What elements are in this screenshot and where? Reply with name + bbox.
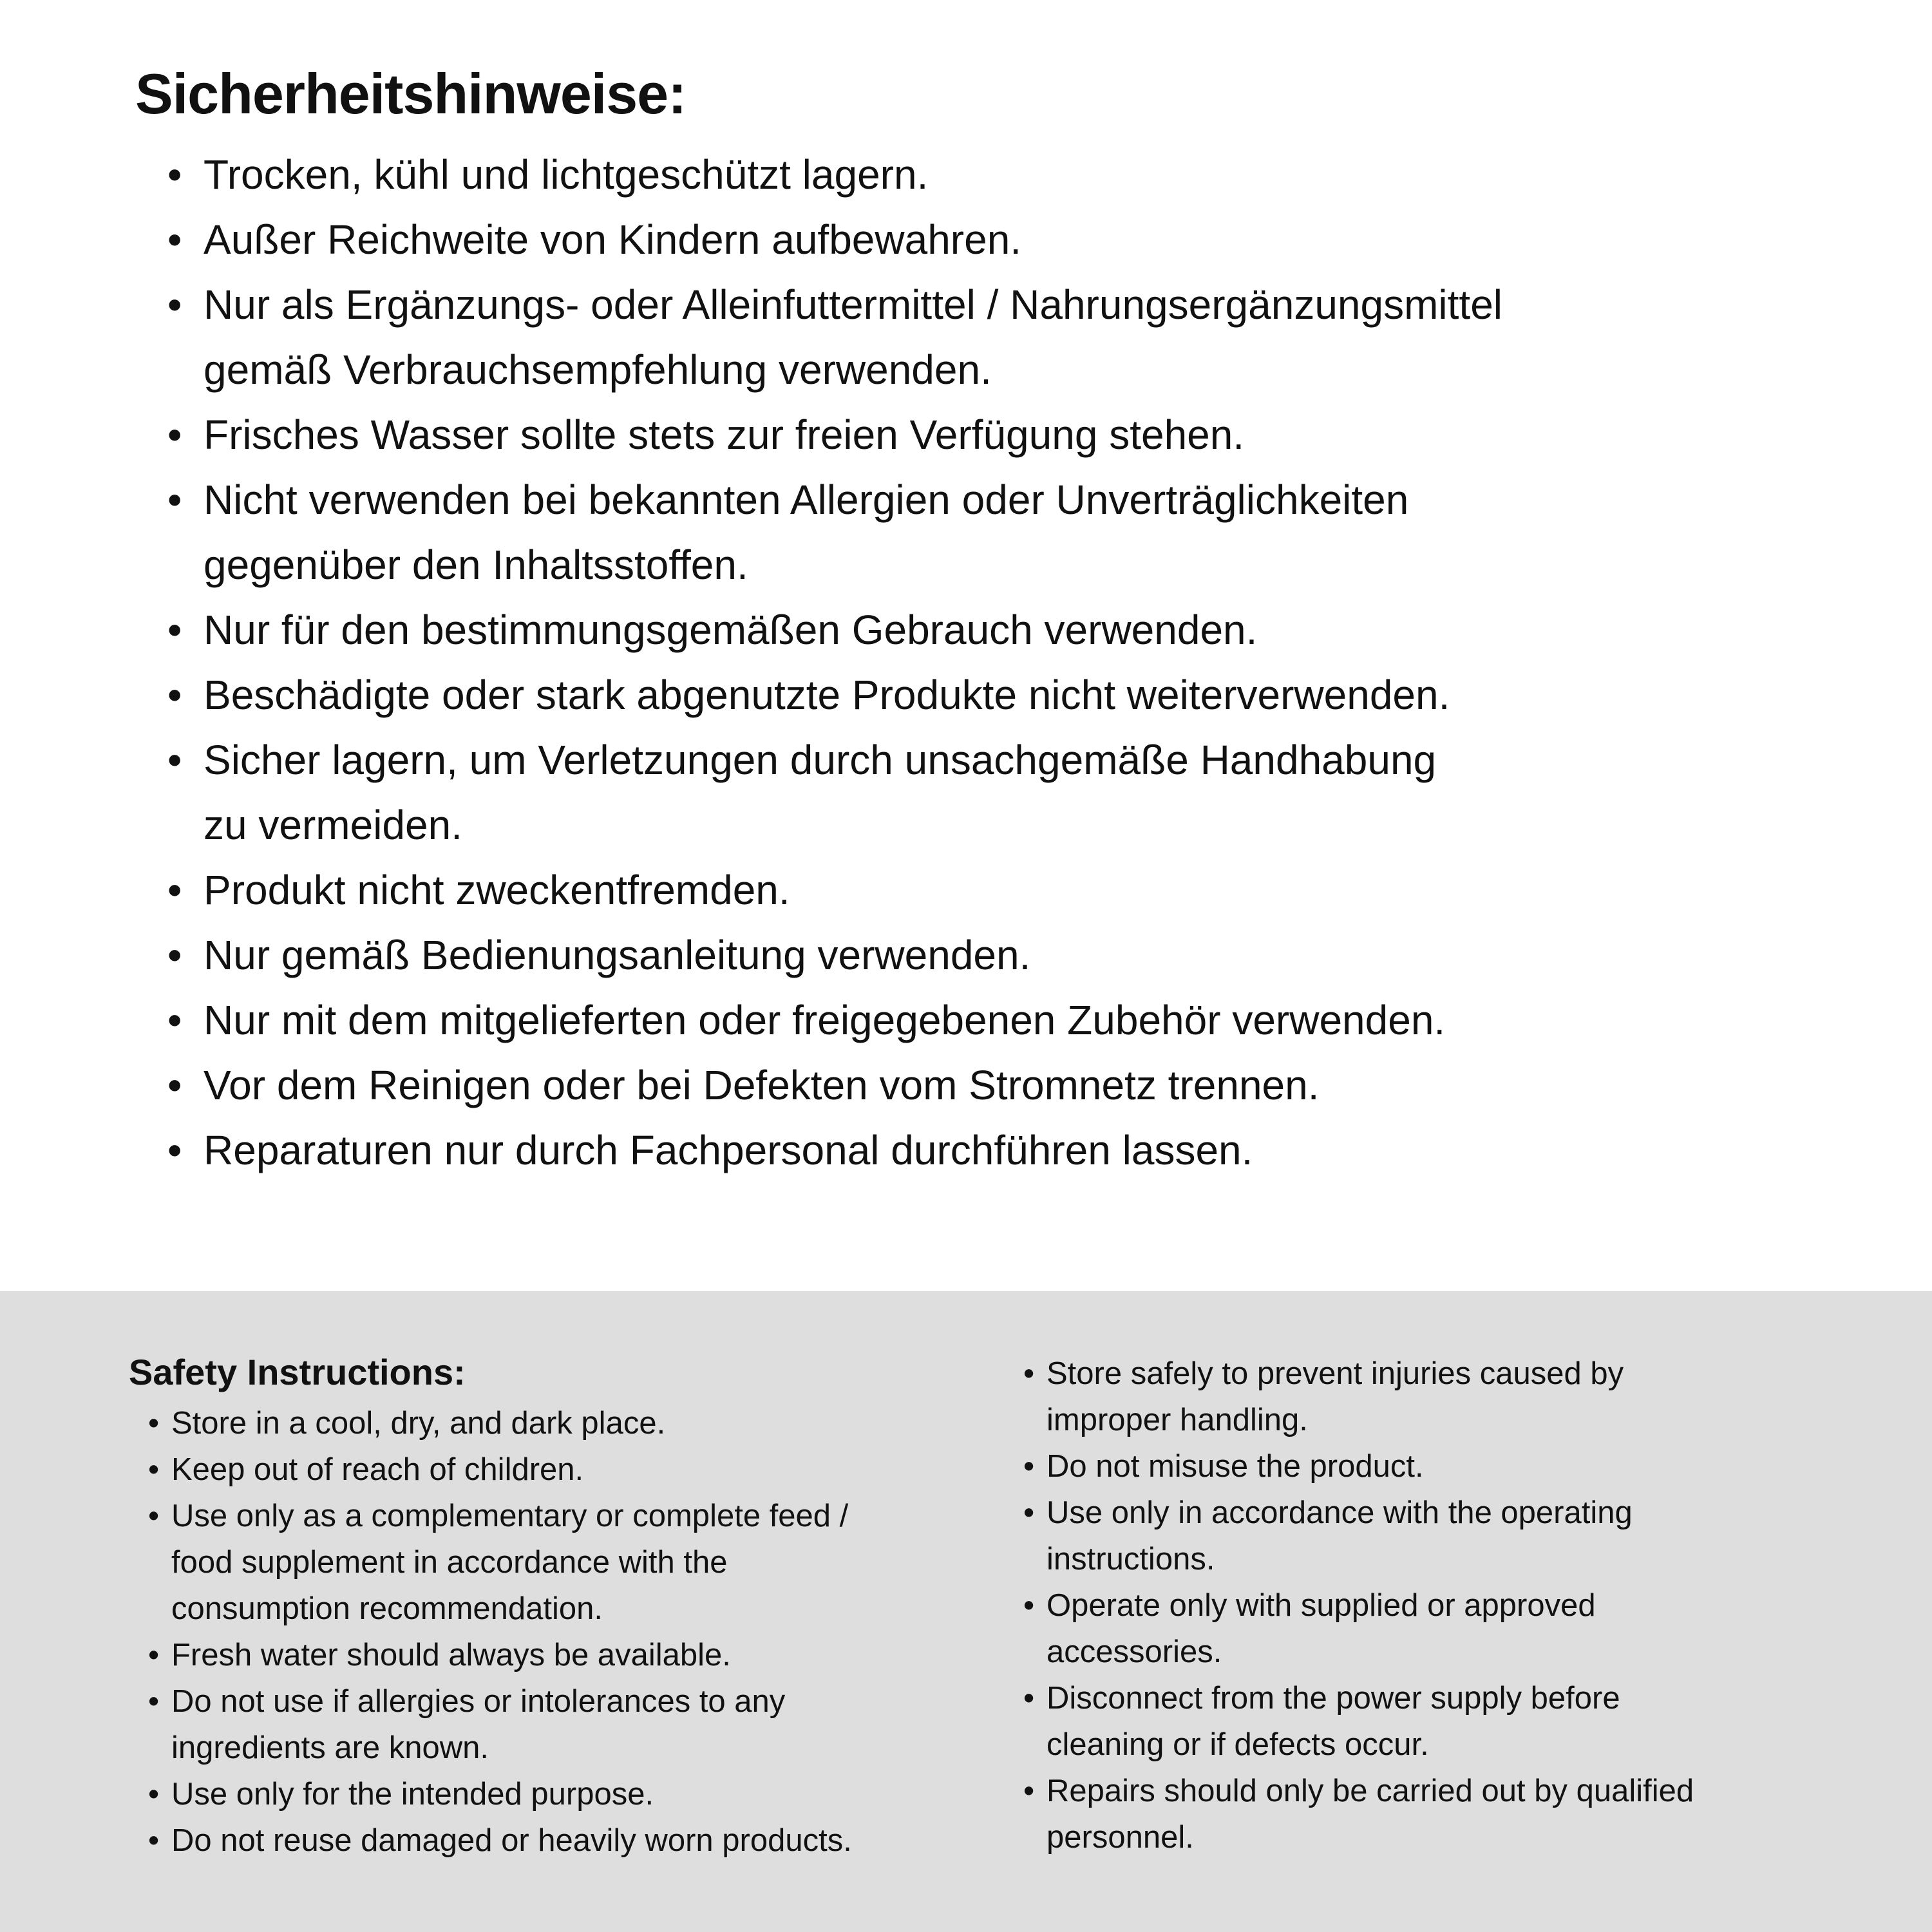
list-item-text: Reparaturen nur durch Fachpersonal durchführen lassen. [204,1127,1253,1173]
bullet-icon: • [148,1684,160,1719]
list-item [167,728,1880,858]
bullet-icon: • [1023,1356,1035,1391]
list-item [167,988,1880,1053]
list-item [167,923,1880,988]
bullet-icon: • [167,672,182,718]
bullet-icon: • [1023,1449,1035,1484]
list-item [167,1118,1880,1183]
list-item-text: Do not use if allergies or intolerances to any ingredients are known. [171,1684,786,1765]
english-left-column [129,1350,1005,1864]
bullet-icon: • [1023,1588,1035,1623]
list-item [1023,1768,1893,1861]
list-item [1023,1582,1893,1675]
bullet-icon: • [167,997,182,1043]
list-item-text: Trocken, kühl und lichtgeschützt lagern. [204,151,929,198]
list-item-text: Nur für den bestimmungsgemäßen Gebrauch verwenden. [204,607,1258,653]
bullet-icon: • [167,932,182,978]
bullet-icon: • [167,607,182,653]
list-item [167,663,1880,728]
list-item-text: Produkt nicht zweckentfremden. [204,867,790,913]
bullet-icon: • [148,1499,160,1533]
list-item-text: Keep out of reach of children. [171,1452,584,1487]
bullet-icon: • [1023,1495,1035,1530]
bullet-icon: • [167,151,182,198]
list-item-text: Store safely to prevent injuries caused by improper handling. [1046,1356,1624,1437]
list-item [1023,1443,1893,1490]
list-item-text: Außer Reichweite von Kindern aufbewahren. [204,216,1022,263]
list-item-text: Fresh water should always be available. [171,1638,731,1672]
list-item-text: Repairs should only be carried out by qualified personnel. [1046,1774,1694,1855]
list-item [167,468,1880,598]
english-left-bullet-list [148,1400,1005,1864]
bullet-icon: • [148,1823,160,1858]
list-item-text: Vor dem Reinigen oder bei Defekten vom Stromnetz trennen. [204,1062,1320,1108]
list-item [1023,1675,1893,1768]
list-item [167,1053,1880,1118]
list-item-text: Nur als Ergänzungs- oder Alleinfuttermittel / Nahrungsergänzungsmittel gemäß Verbrauchsempfehlung verwenden. [204,281,1502,393]
bullet-icon: • [167,867,182,913]
list-item [167,142,1880,207]
list-item-text: Operate only with supplied or approved accessories. [1046,1588,1596,1669]
list-item [167,402,1880,468]
bullet-icon: • [1023,1774,1035,1808]
bullet-icon: • [167,477,182,523]
english-title: Safety Instructions: [129,1352,466,1392]
bullet-icon: • [148,1406,160,1441]
bullet-icon: • [167,1062,182,1108]
list-item [167,272,1880,402]
list-item-text: Use only as a complementary or complete feed / food supplement in accordance with the consumption recommendation. [171,1499,849,1626]
german-title: Sicherheitshinweise: [135,62,687,126]
list-item-text: Disconnect from the power supply before cleaning or if defects occur. [1046,1681,1620,1762]
list-item [148,1632,1005,1678]
english-right-bullet-list [1023,1350,1893,1861]
list-item-text: Use only in accordance with the operating instructions. [1046,1495,1633,1577]
list-item-text: Beschädigte oder stark abgenutzte Produkte nicht weiterverwenden. [204,672,1450,718]
list-item [148,1400,1005,1446]
list-item-text: Nur mit dem mitgelieferten oder freigegebenen Zubehör verwenden. [204,997,1446,1043]
english-right-column [1023,1350,1893,1861]
list-item-text: Sicher lagern, um Verletzungen durch unsachgemäße Handhabung zu vermeiden. [204,737,1437,848]
list-item-text: Nur gemäß Bedienungsanleitung verwenden. [204,932,1031,978]
bullet-icon: • [148,1777,160,1812]
list-item-text: Frisches Wasser sollte stets zur freien Verfügung stehen. [204,412,1245,458]
list-item [148,1493,1005,1632]
list-item [1023,1350,1893,1443]
bullet-icon: • [167,412,182,458]
list-item-text: Do not misuse the product. [1046,1449,1424,1484]
bullet-icon: • [167,216,182,263]
list-item-text: Nicht verwenden bei bekannten Allergien oder Unverträglichkeiten gegenüber den Inhaltsstoffen. [204,477,1409,588]
list-item [148,1678,1005,1771]
bullet-icon: • [148,1452,160,1487]
list-item [148,1446,1005,1493]
list-item [167,598,1880,663]
bullet-icon: • [148,1638,160,1672]
bullet-icon: • [167,737,182,783]
list-item [148,1771,1005,1817]
bullet-icon: • [167,1127,182,1173]
list-item-text: Store in a cool, dry, and dark place. [171,1406,666,1441]
german-bullet-list [167,142,1880,1183]
bullet-icon: • [167,281,182,328]
english-section-gray-band [0,1291,1932,1932]
bullet-icon: • [1023,1681,1035,1716]
list-item-text: Do not reuse damaged or heavily worn products. [171,1823,852,1858]
list-item [167,858,1880,923]
list-item-text: Use only for the intended purpose. [171,1777,654,1812]
list-item [148,1817,1005,1864]
list-item [1023,1490,1893,1582]
list-item [167,207,1880,272]
